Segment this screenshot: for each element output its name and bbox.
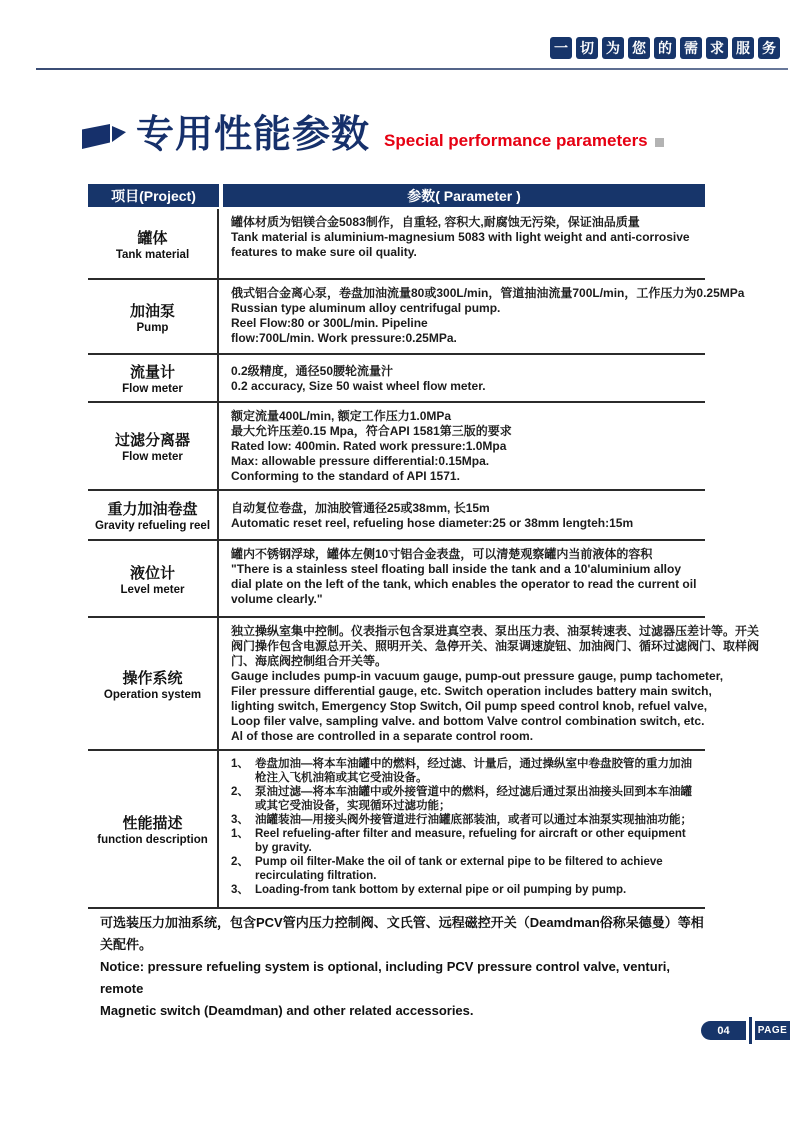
- list-marker: 1、: [231, 758, 249, 770]
- slogan-char: 求: [706, 37, 728, 59]
- slogan-banner: [550, 37, 780, 59]
- list-marker: 3、: [231, 884, 249, 896]
- row-content: [219, 751, 705, 907]
- slogan-char: 服: [732, 37, 754, 59]
- header-divider: [36, 68, 788, 70]
- content-line: Filer pressure differential gauge, etc. Switch operation includes battery main switch,: [231, 684, 712, 698]
- list-item: [231, 827, 705, 855]
- note-line: Magnetic switch (Deamdman) and other related accessories.: [100, 1003, 474, 1018]
- table-row-tank: [88, 209, 705, 280]
- row-label: [88, 751, 219, 907]
- content-line: "There is a stainless steel floating ball inside the tank and a 10'aluminium alloy: [231, 562, 682, 576]
- slogan-char: 务: [758, 37, 780, 59]
- slogan-char: 一: [550, 37, 572, 59]
- optional-note: [100, 912, 706, 1022]
- content-line: 自动复位卷盘，加油胶管通径25或38mm, 长15m: [231, 500, 490, 515]
- row-label-en: Tank material: [115, 248, 190, 261]
- row-content: [219, 355, 705, 401]
- list-marker: 3、: [231, 814, 249, 826]
- row-content: [219, 209, 705, 278]
- slogan-char: 您: [628, 37, 650, 59]
- content-line: features to make sure oil quality.: [231, 245, 417, 259]
- section-title-en: Special performance parameters: [384, 131, 648, 150]
- table-row-reel: [88, 491, 705, 541]
- content-line: Rated low: 400min. Rated work pressure:1.0Mpa: [231, 439, 507, 453]
- row-content: [219, 491, 705, 539]
- list-item: [231, 883, 705, 897]
- row-label: [88, 618, 219, 749]
- content-line: 0.2级精度，通径50腰轮流量汁: [231, 363, 394, 378]
- content-line: 最大允许压差0.15 Mpa，符合API 1581第三版的要求: [231, 424, 512, 438]
- row-content: [219, 541, 705, 616]
- row-label-en: function description: [97, 834, 208, 846]
- row-label: [88, 355, 219, 401]
- list-text: 油罐装油—用接头阀外接管道进行油罐底部装油，或者可以通过本油泵实现抽油功能；: [255, 814, 692, 826]
- row-label-zh: 流量计: [129, 364, 175, 381]
- row-label-zh: 重力加油卷盘: [107, 501, 198, 518]
- row-label: [88, 541, 219, 616]
- content-line: Conforming to the standard of API 1571.: [231, 469, 460, 483]
- page-divider-bar: [749, 1017, 752, 1044]
- row-label-zh: 液位计: [129, 564, 175, 582]
- list-marker: 1、: [231, 828, 249, 840]
- content-line: Al of those are controlled in a separate control room.: [231, 729, 534, 743]
- list-text: Loading-from tank bottom by external pipe or oil pumping by pump.: [255, 884, 627, 896]
- note-line: 可选装压力加油系统，包含PCV管内压力控制阀、文氏管、远程磁控开关（Deamdman俗称呆德曼）等相关配件。: [100, 915, 704, 952]
- row-label: [88, 403, 219, 489]
- content-line: dial plate on the left of the tank, which enables the operator to read the current oil: [231, 577, 697, 591]
- decor-square: [655, 138, 664, 147]
- row-label-en: Level meter: [120, 583, 185, 596]
- content-line: Loop filer valve, sampling valve. and bottom Valve control combination switch, etc.: [231, 714, 705, 728]
- table-row-function-description: [88, 751, 705, 909]
- row-content: [219, 618, 760, 749]
- row-label-zh: 过滤分离器: [114, 432, 190, 449]
- row-content: [219, 403, 705, 489]
- content-line: 罐体材质为铝镁合金5083制作，自重轻, 容积大,耐腐蚀无污染，保证油品质量: [231, 215, 640, 229]
- table-row-pump: [88, 280, 745, 355]
- table-row-flow-meter: [88, 355, 705, 403]
- row-label: [88, 491, 219, 539]
- content-line: 额定流量400L/min, 额定工作压力1.0MPa: [231, 409, 452, 423]
- row-label-en: Gravity refueling reel: [94, 520, 211, 532]
- content-line: Russian type aluminum alloy centrifugal pump.: [231, 301, 501, 315]
- row-label: [88, 280, 219, 353]
- content-line: Automatic reset reel, refueling hose diameter:25 or 38mm lengteh:15m: [231, 515, 634, 530]
- content-line: 门、海底阀控制组合开关等。: [231, 654, 388, 668]
- row-label-en: Operation system: [103, 688, 202, 701]
- row-label: [88, 209, 219, 278]
- header-project: 项目(Project): [88, 184, 219, 207]
- content-line: flow:700L/min. Work pressure:0.25MPa.: [231, 331, 457, 345]
- list-text: Reel refueling-after filter and measure, refueling for aircraft or other equipment by gravity.: [255, 828, 686, 854]
- content-line: volume clearly.": [231, 592, 323, 606]
- list-text: 卷盘加油—将本车油罐中的燃料，经过滤、计量后，通过操纵室中卷盘胶管的重力加油枪注入飞机油箱或其它受油设备。: [255, 758, 692, 784]
- list-text: Pump oil filter-Make the oil of tank or external pipe to be filtered to achieve recirculating filtration.: [255, 856, 663, 882]
- row-content: [219, 280, 745, 353]
- content-line: Reel Flow:80 or 300L/min. Pipeline: [231, 316, 428, 330]
- content-line: 俄式铝合金离心泵，卷盘加油流量80或300L/min，管道抽油流量700L/min，工作压力为0.25MPa: [231, 286, 745, 300]
- note-line: Notice: pressure refueling system is optional, including PCV pressure control valve, venturi, remote: [100, 959, 670, 996]
- list-text: 泵油过滤—将本车油罐中或外接管道中的燃料，经过滤后通过泵出油接头回到本车油罐或其它受油设备，实现循环过滤功能；: [255, 786, 692, 812]
- table-row-filter-separator: [88, 403, 705, 491]
- content-line: Gauge includes pump-in vacuum gauge, pump-out pressure gauge, pump tachometer,: [231, 669, 724, 683]
- parameters-table: [88, 184, 760, 909]
- slogan-char: 的: [654, 37, 676, 59]
- table-row-level-meter: [88, 541, 705, 618]
- row-label-en: Flow meter: [122, 451, 183, 463]
- section-title: [82, 116, 664, 154]
- content-line: 独立操纵室集中控制。仪表指示包含泵进真空表、泵出压力表、油泵转速表、过滤器压差计等。开关: [231, 624, 760, 638]
- slogan-char: 需: [680, 37, 702, 59]
- page-indicator: [701, 1017, 790, 1044]
- section-title-zh: 专用性能参数: [136, 114, 371, 156]
- list-item: [231, 813, 705, 827]
- list-item: [231, 757, 705, 785]
- slogan-char: 为: [602, 37, 624, 59]
- row-label-en: Flow meter: [122, 383, 183, 395]
- content-line: 0.2 accuracy, Size 50 waist wheel flow meter.: [231, 378, 486, 393]
- content-line: 阀门操作包含电源总开关、照明开关、急停开关、油泵调速旋钮、加油阀门、循环过滤阀门、取样阀: [231, 639, 760, 653]
- content-line: Max: allowable pressure differential:0.15Mpa.: [231, 454, 490, 468]
- list-item: [231, 785, 705, 813]
- content-line: 罐内不锈钢浮球，罐体左侧10寸铝合金表盘，可以清楚观察罐内当前液体的容积: [231, 547, 653, 561]
- table-header: [88, 184, 705, 207]
- row-label-zh: 罐体: [137, 229, 168, 247]
- page-label: PAGE: [755, 1021, 790, 1040]
- slogan-char: 切: [576, 37, 598, 59]
- row-label-zh: 操作系统: [122, 669, 183, 687]
- header-parameter: 参数( Parameter ): [223, 184, 705, 207]
- row-label-en: Pump: [136, 321, 169, 334]
- table-row-operation-system: [88, 618, 760, 751]
- content-line: Tank material is aluminium-magnesium 5083 with light weight and anti-corrosive: [231, 230, 690, 244]
- row-label-zh: 加油泵: [129, 302, 175, 320]
- row-label-zh: 性能描述: [122, 815, 183, 832]
- list-marker: 2、: [231, 786, 249, 798]
- content-line: lighting switch, Emergency Stop Switch, Oil pump speed control knob, refuel valve,: [231, 699, 708, 713]
- list-marker: 2、: [231, 856, 249, 868]
- list-item: [231, 855, 705, 883]
- page-number: 04: [701, 1021, 746, 1040]
- flag-icon: [82, 119, 126, 151]
